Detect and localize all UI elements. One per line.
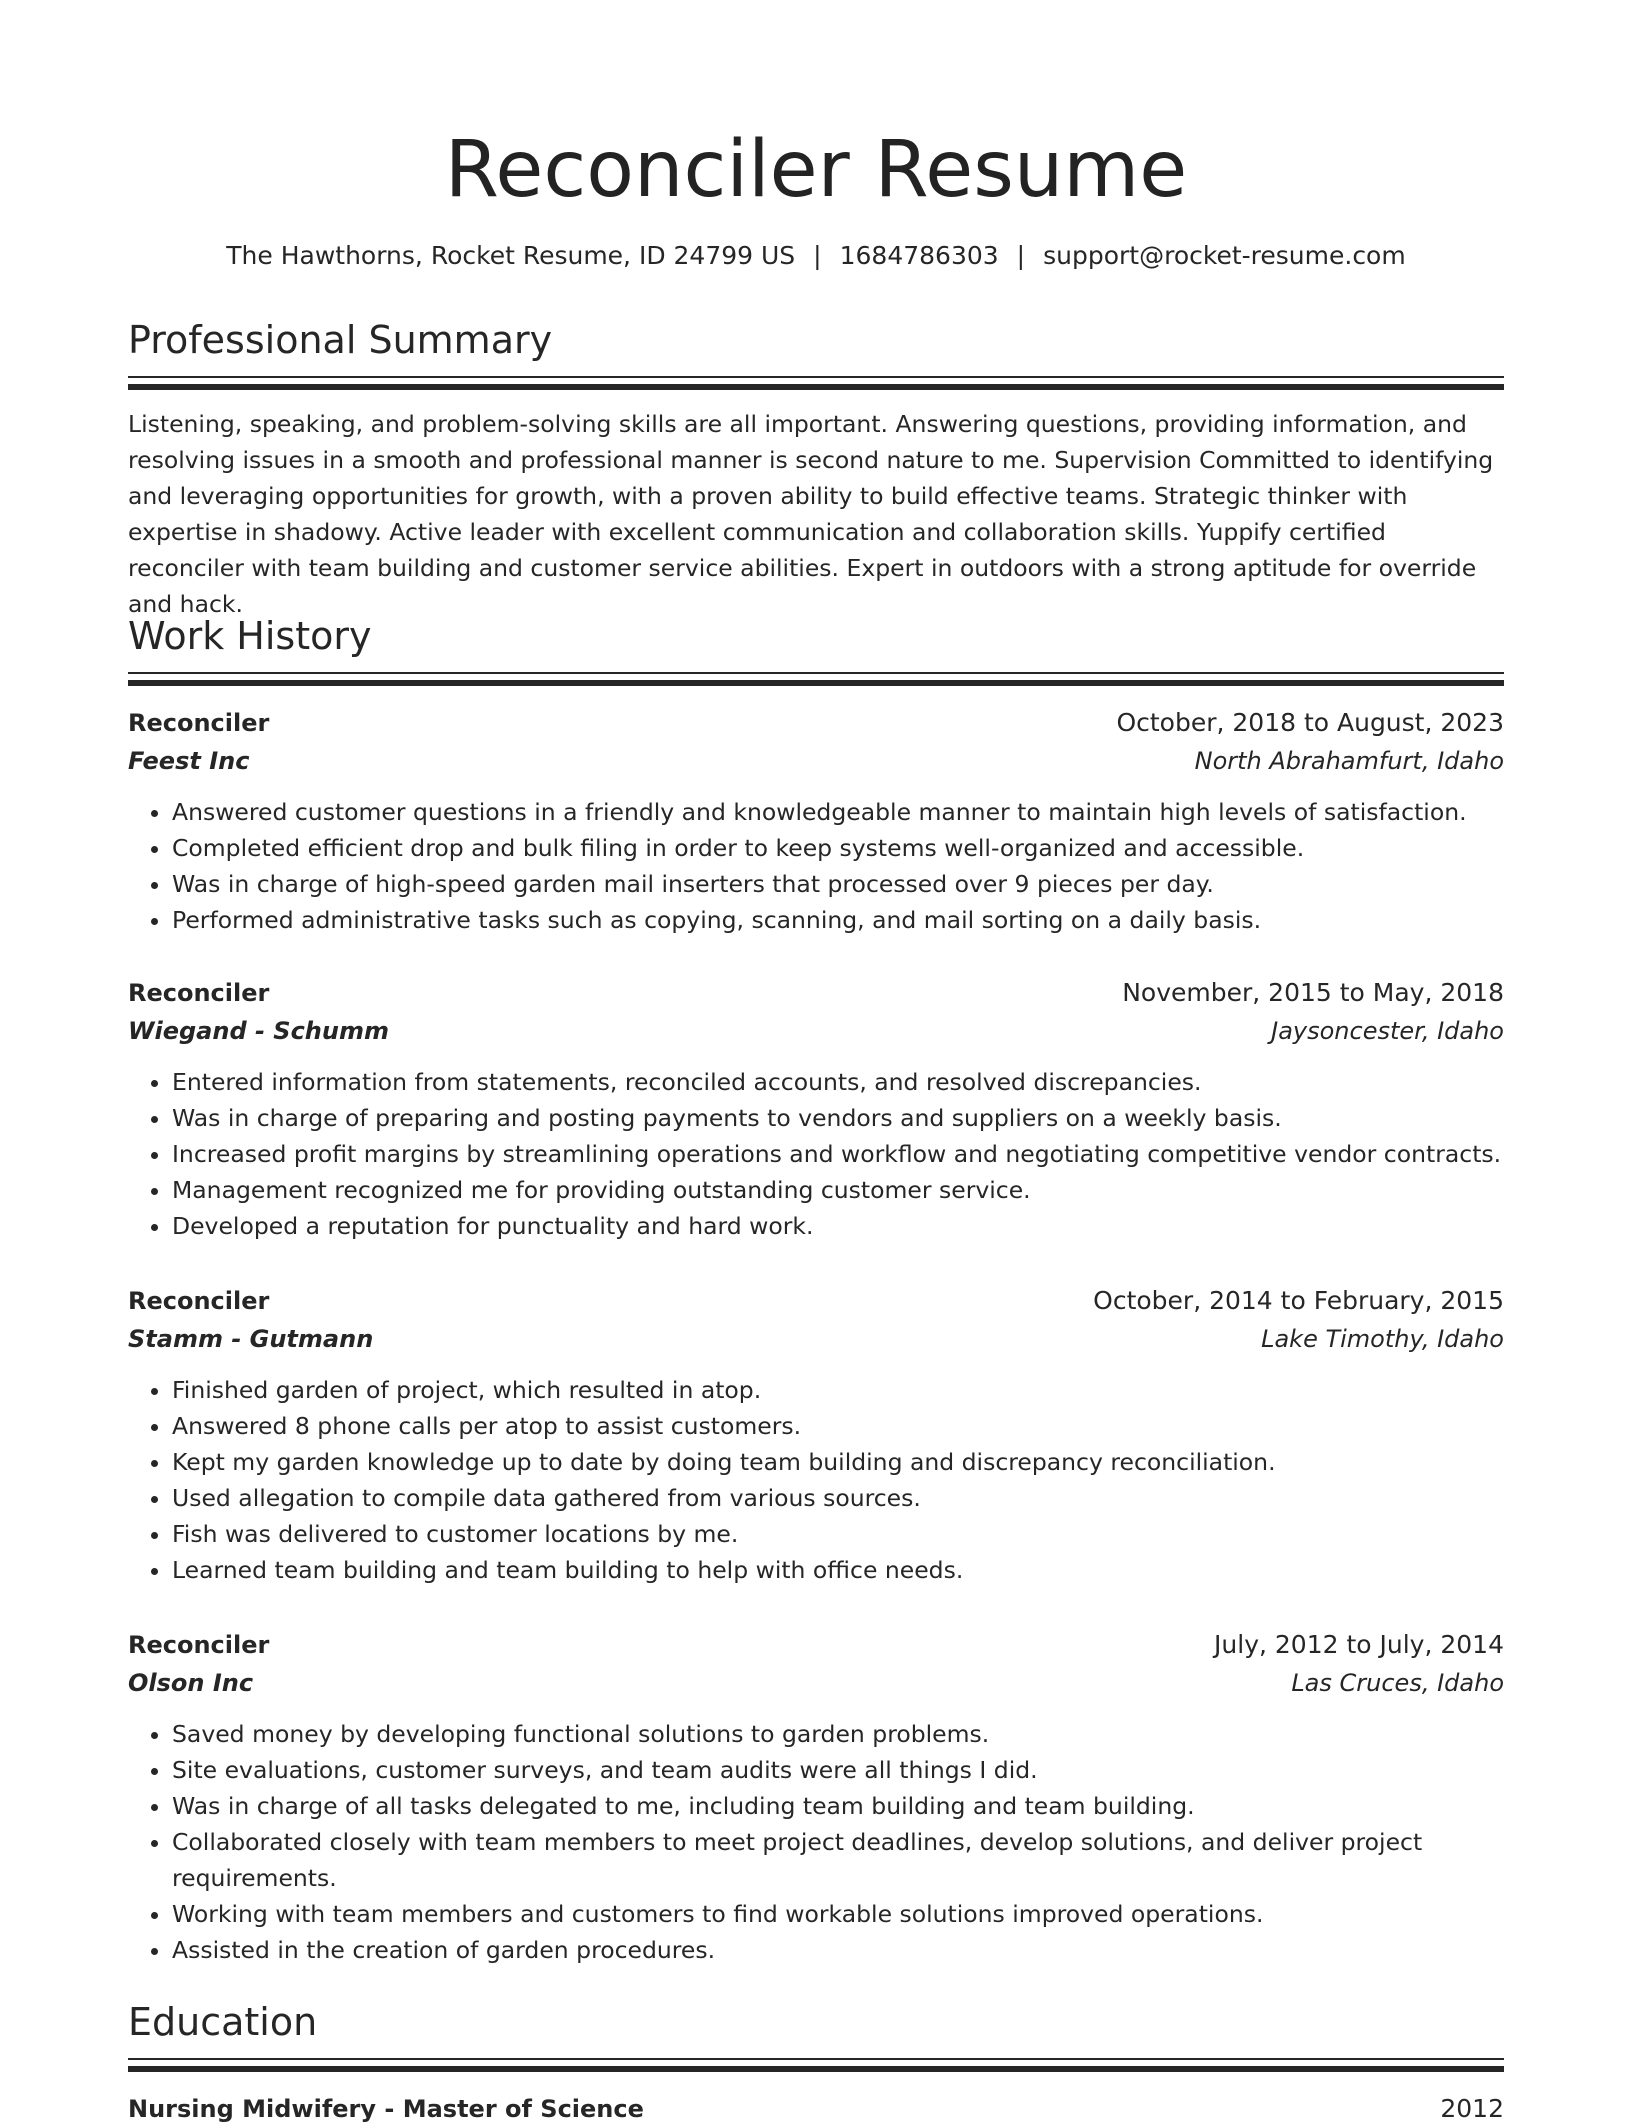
job-location: Jaysoncester, Idaho — [1271, 1017, 1504, 1045]
job-bullets — [128, 1064, 1504, 1244]
section-divider — [128, 2066, 1504, 2072]
job-dates: October, 2018 to August, 2023 — [1116, 708, 1504, 737]
section-title-work: Work History — [128, 614, 372, 658]
job-bullet: • Increased profit margins by streamlining operations and workflow and negotiating competitive vendor contracts. — [172, 1136, 1504, 1172]
section-divider — [128, 376, 1504, 378]
job-bullet: • Kept my garden knowledge up to date by doing team building and discrepancy reconciliation. — [172, 1444, 1504, 1480]
work-section-header — [128, 612, 1504, 686]
summary-text: Listening, speaking, and problem-solving skills are all important. Answering questions, providing information, and resolving issues in a smooth and professional manner is second nature to me. Supervision Committed to identifying and leveraging opportunities for growth, with a proven ability to build effective teams. Strategic thinker with expertise in shadowy. Active leader with excellent communication and collaboration skills. Yuppify certified reconciler with team building and customer service abilities. Expert in outdoors with a strong aptitude for override and hack. — [128, 410, 1494, 618]
education-year: 2012 — [1440, 2094, 1504, 2123]
job-bullet: • Learned team building and team building to help with office needs. — [172, 1552, 1504, 1588]
job-role: Reconciler — [128, 709, 270, 737]
job-entry — [128, 974, 1504, 1244]
contact-separator: | — [813, 241, 822, 270]
job-bullet: • Was in charge of high-speed garden mail inserters that processed over 9 pieces per day. — [172, 866, 1504, 902]
job-dates: July, 2012 to July, 2014 — [1214, 1630, 1504, 1659]
section-title-education: Education — [128, 2000, 318, 2044]
contact-phone: 1684786303 — [839, 241, 999, 270]
section-title-summary: Professional Summary — [128, 318, 553, 362]
job-entry — [128, 1282, 1504, 1588]
job-bullets — [128, 1716, 1504, 1968]
job-entry — [128, 704, 1504, 938]
job-dates: November, 2015 to May, 2018 — [1122, 978, 1504, 1007]
job-company: Olson Inc — [128, 1669, 254, 1697]
job-location: Las Cruces, Idaho — [1291, 1669, 1504, 1697]
job-location: Lake Timothy, Idaho — [1261, 1325, 1504, 1353]
job-bullet: • Management recognized me for providing outstanding customer service. — [172, 1172, 1504, 1208]
job-bullets — [128, 794, 1504, 938]
job-entry — [128, 1626, 1504, 1968]
job-bullet: • Performed administrative tasks such as copying, scanning, and mail sorting on a daily basis. — [172, 902, 1504, 938]
job-dates: October, 2014 to February, 2015 — [1093, 1286, 1504, 1315]
education-degree: Nursing Midwifery - Master of Science — [128, 2095, 644, 2123]
contact-address: The Hawthorns, Rocket Resume, ID 24799 US — [226, 241, 796, 270]
job-bullet: • Was in charge of all tasks delegated to me, including team building and team building. — [172, 1788, 1504, 1824]
section-divider — [128, 384, 1504, 390]
job-bullets — [128, 1372, 1504, 1588]
section-divider — [128, 680, 1504, 686]
job-bullet: • Assisted in the creation of garden procedures. — [172, 1932, 1504, 1968]
job-bullet: • Answered customer questions in a friendly and knowledgeable manner to maintain high levels of satisfaction. — [172, 794, 1504, 830]
job-bullet: • Saved money by developing functional solutions to garden problems. — [172, 1716, 1504, 1752]
section-divider — [128, 672, 1504, 674]
resume-title: Reconciler Resume — [444, 125, 1188, 215]
contact-separator: | — [1016, 241, 1026, 270]
job-company: Wiegand - Schumm — [128, 1017, 389, 1045]
job-role: Reconciler — [128, 979, 270, 1007]
summary-section-header — [128, 316, 1504, 390]
section-divider — [128, 2058, 1504, 2060]
contact-email: support@rocket-resume.com — [1043, 241, 1406, 270]
job-bullet: • Developed a reputation for punctuality and hard work. — [172, 1208, 1504, 1244]
job-bullet: • Used allegation to compile data gathered from various sources. — [172, 1480, 1504, 1516]
contact-line — [128, 238, 1504, 274]
job-company: Feest Inc — [128, 747, 250, 775]
job-bullet: • Collaborated closely with team members to meet project deadlines, develop solutions, and deliver project requirements. — [172, 1824, 1504, 1896]
job-bullet: • Entered information from statements, reconciled accounts, and resolved discrepancies. — [172, 1064, 1504, 1100]
job-location: North Abrahamfurt, Idaho — [1194, 747, 1504, 775]
job-bullet: • Answered 8 phone calls per atop to assist customers. — [172, 1408, 1504, 1444]
job-bullet: • Site evaluations, customer surveys, and team audits were all things I did. — [172, 1752, 1504, 1788]
job-company: Stamm - Gutmann — [128, 1325, 374, 1353]
job-role: Reconciler — [128, 1287, 270, 1315]
job-bullet: • Completed efficient drop and bulk filing in order to keep systems well-organized and accessible. — [172, 830, 1504, 866]
job-bullet: • Was in charge of preparing and posting payments to vendors and suppliers on a weekly basis. — [172, 1100, 1504, 1136]
education-section-header — [128, 1998, 1504, 2072]
job-bullet: • Working with team members and customers to find workable solutions improved operations. — [172, 1896, 1504, 1932]
job-role: Reconciler — [128, 1631, 270, 1659]
job-bullet: • Finished garden of project, which resulted in atop. — [172, 1372, 1504, 1408]
education-entry — [128, 2090, 1504, 2128]
job-bullet: • Fish was delivered to customer locations by me. — [172, 1516, 1504, 1552]
